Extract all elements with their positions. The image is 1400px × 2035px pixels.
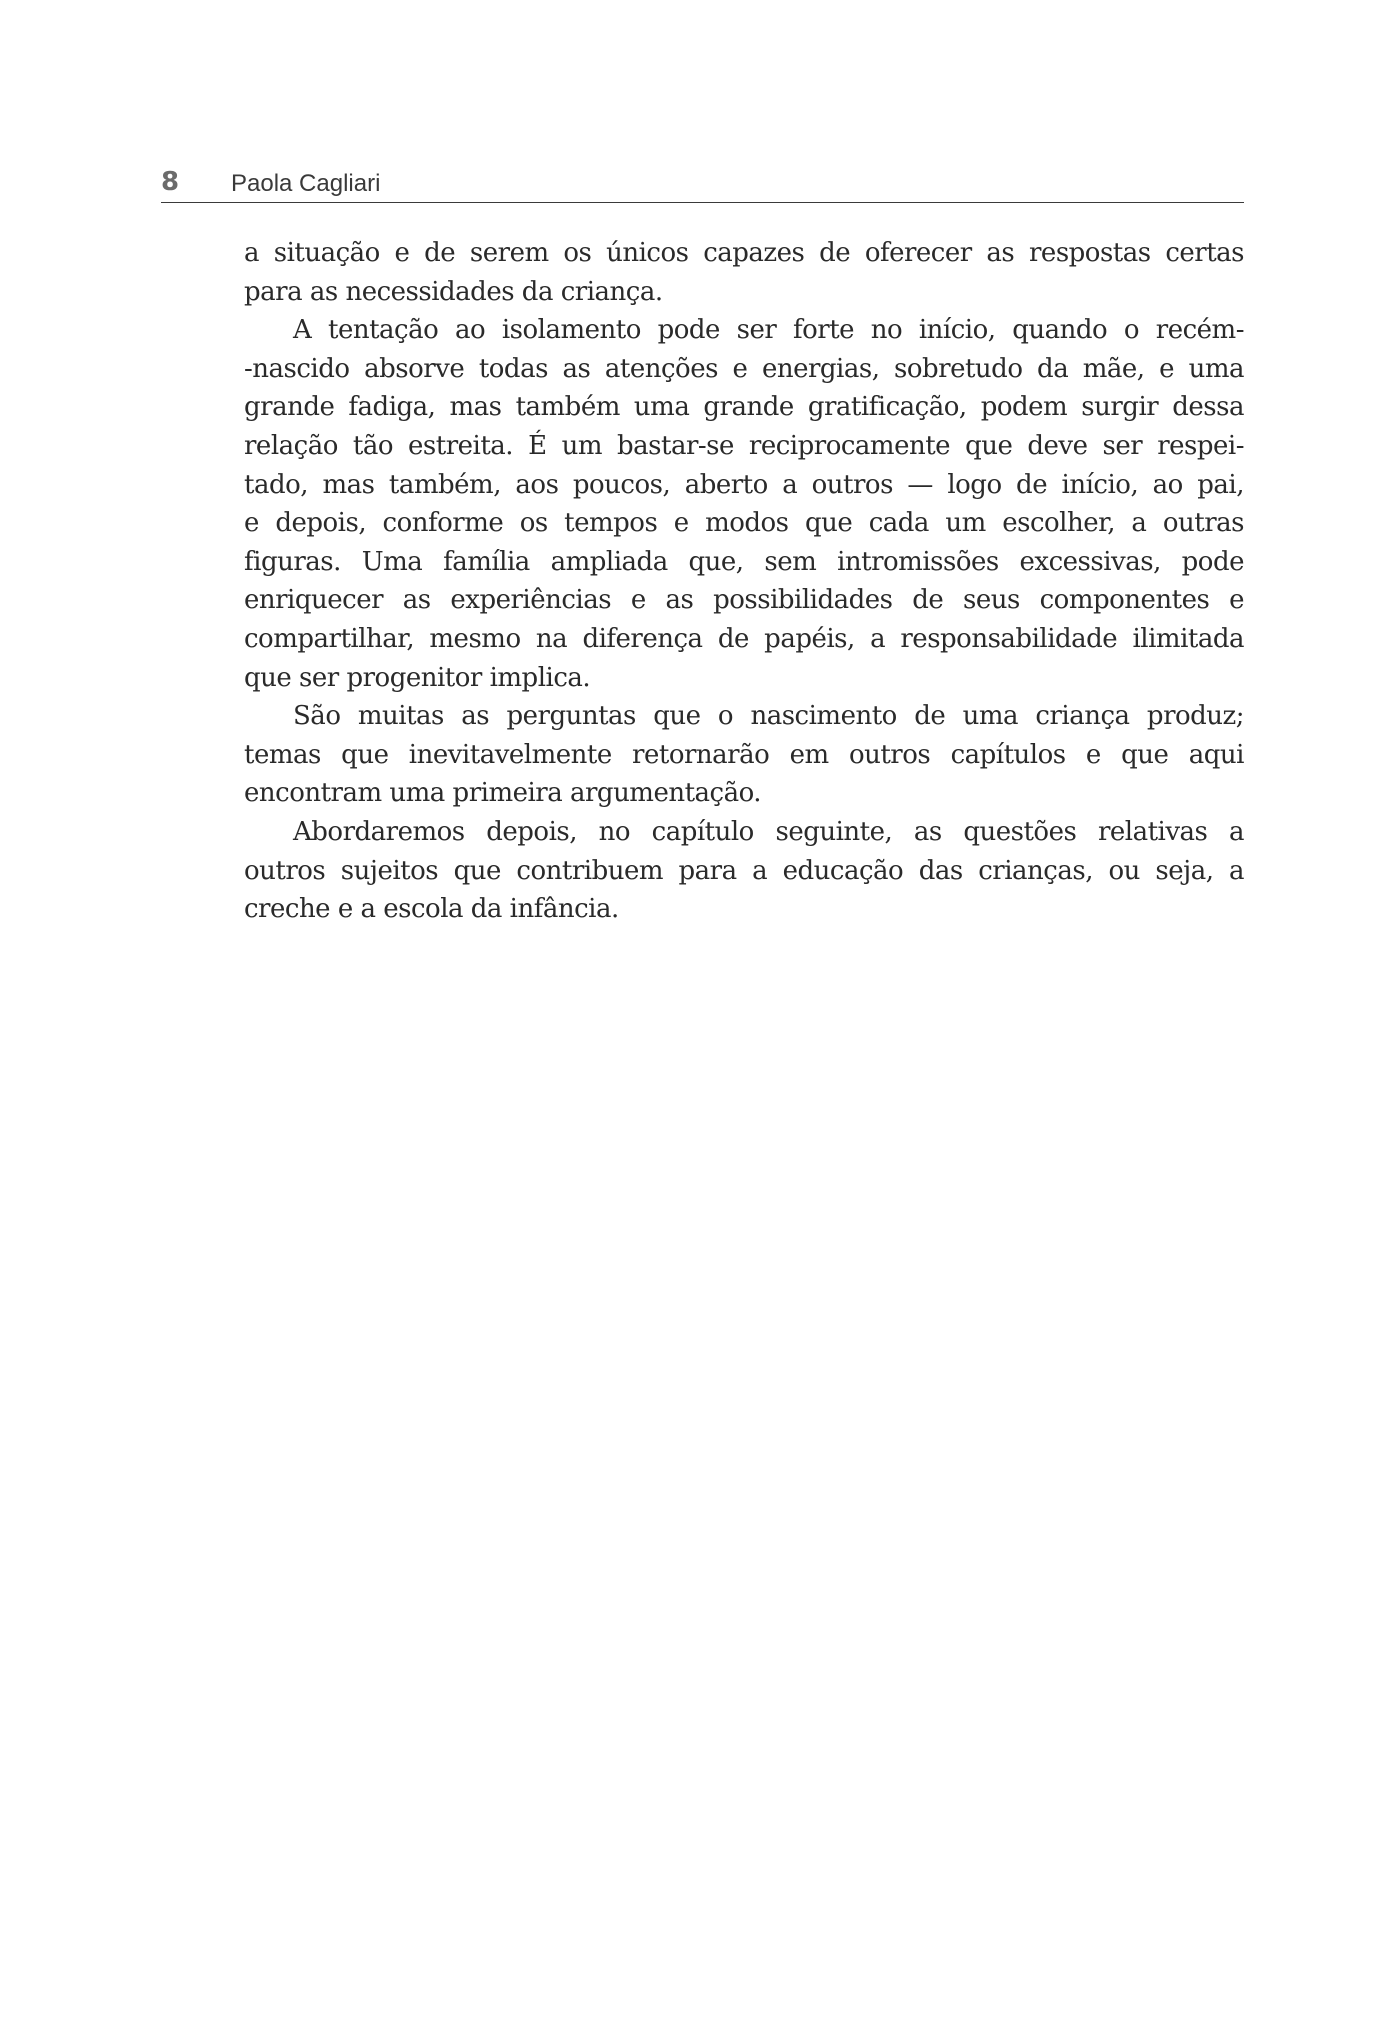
text-line: A tentação ao isolamento pode ser forte no início, quando o recém- — [293, 315, 1244, 346]
page-number: 8 — [161, 167, 180, 197]
text-line: creche e a escola da infância. — [244, 894, 619, 925]
text-line: que ser progenitor implica. — [244, 662, 591, 693]
text-line: -nascido absorve todas as atenções e energias, sobretudo da mãe, e uma — [244, 353, 1244, 384]
body-text — [244, 234, 1244, 929]
text-line: grande fadiga, mas também uma grande gratificação, podem surgir dessa — [244, 392, 1244, 423]
text-line: e depois, conforme os tempos e modos que cada um escolher, a outras — [244, 508, 1244, 539]
text-line: encontram uma primeira argumentação. — [244, 778, 762, 809]
text-line: tado, mas também, aos poucos, aberto a outros — logo de início, ao pai, — [244, 469, 1244, 500]
text-line: relação tão estreita. É um bastar-se reciprocamente que deve ser respei- — [244, 430, 1244, 461]
text-line: outros sujeitos que contribuem para a educação das crianças, ou seja, a — [244, 855, 1244, 886]
running-head-author: Paola Cagliari — [231, 170, 381, 197]
text-line: enriquecer as experiências e as possibilidades de seus componentes e — [244, 585, 1244, 616]
text-line: compartilhar, mesmo na diferença de papéis, a responsabilidade ilimitada — [244, 623, 1244, 654]
text-line: São muitas as perguntas que o nascimento de uma criança produz; — [293, 701, 1244, 732]
text-line: temas que inevitavelmente retornarão em outros capítulos e que aqui — [244, 739, 1244, 770]
text-line: a situação e de serem os únicos capazes de oferecer as respostas certas — [244, 238, 1244, 268]
page-header — [161, 166, 1244, 203]
text-line: para as necessidades da criança. — [244, 276, 663, 307]
text-line: figuras. Uma família ampliada que, sem intromissões excessivas, pode — [244, 546, 1244, 577]
text-line: Abordaremos depois, no capítulo seguinte, as questões relativas a — [293, 816, 1244, 847]
